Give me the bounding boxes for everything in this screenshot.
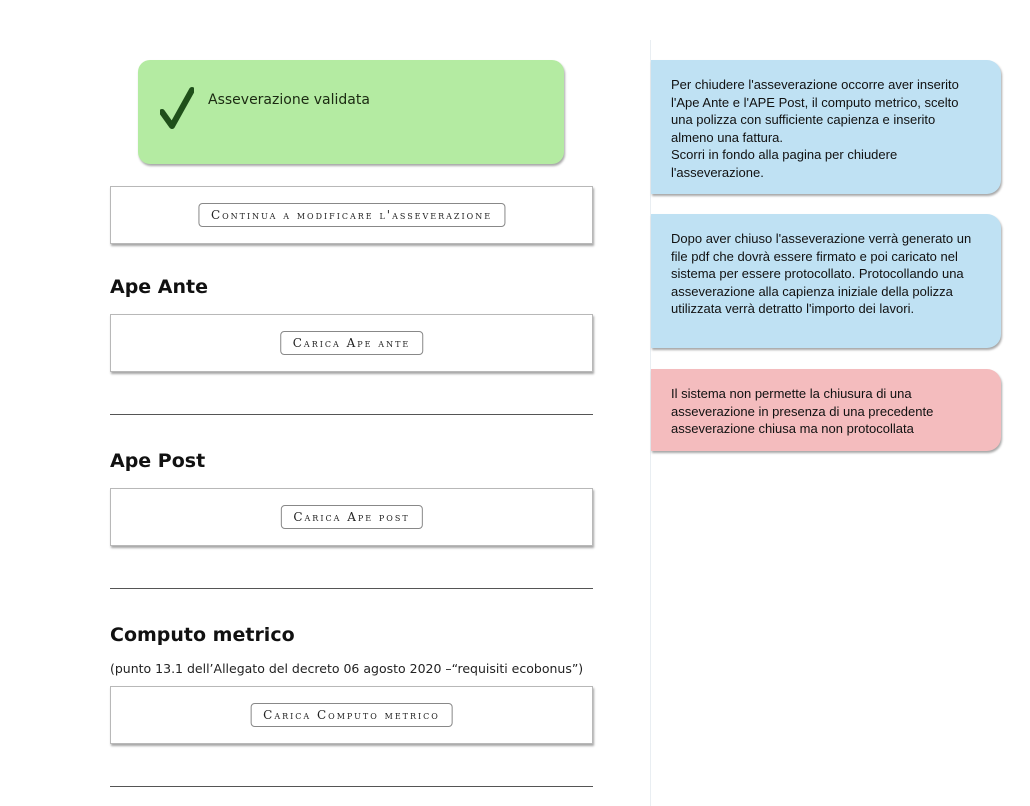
computo-note: (punto 13.1 dell’Allegato del decreto 06 agosto 2020 –“requisiti ecobonus”) xyxy=(110,661,584,676)
info-protocol-text: Dopo aver chiuso l'asseverazione verrà generato un file pdf che dovrà essere firmato e poi caricato nel sistema per essere protocollato. Protocollando una asseverazione alla capienza iniziale della polizza utilizzata verrà detratto l'importo dei lavori. xyxy=(671,231,972,316)
continue-edit-button[interactable]: Continua a modificare l'asseverazione xyxy=(198,203,505,227)
info-requirements-text: Per chiudere l'asseverazione occorre aver inserito l'Ape Ante e l'APE Post, il computo metrico, scelto una polizza con sufficiente capienza e inserito almeno una fattura. xyxy=(671,77,959,145)
computo-box xyxy=(110,686,593,744)
upload-ape-post-button[interactable]: Carica Ape post xyxy=(280,505,422,529)
validation-status-text: Asseverazione validata xyxy=(208,92,370,108)
ape-ante-box xyxy=(110,314,593,372)
ape-ante-title: Ape Ante xyxy=(110,276,209,298)
checkmark-icon xyxy=(160,86,194,132)
section-divider xyxy=(110,786,593,787)
section-divider xyxy=(110,588,593,589)
computo-title: Computo metrico xyxy=(110,624,295,646)
info-sidebar xyxy=(651,0,1030,806)
warning-text: Il sistema non permette la chiusura di una asseverazione in presenza di una precedente asseverazione chiusa ma non protocollata xyxy=(671,386,934,436)
info-scroll-hint: Scorri in fondo alla pagina per chiudere l'asseverazione. xyxy=(671,147,898,180)
continue-edit-box xyxy=(110,186,593,244)
upload-computo-button[interactable]: Carica Computo metrico xyxy=(250,703,453,727)
warning-box xyxy=(651,369,1001,451)
info-box-protocol xyxy=(651,214,1001,348)
ape-post-title: Ape Post xyxy=(110,450,206,472)
info-box-requirements xyxy=(651,60,1001,194)
validation-success-panel xyxy=(138,60,564,164)
ape-post-box xyxy=(110,488,593,546)
section-divider xyxy=(110,414,593,415)
upload-ape-ante-button[interactable]: Carica Ape ante xyxy=(280,331,424,355)
